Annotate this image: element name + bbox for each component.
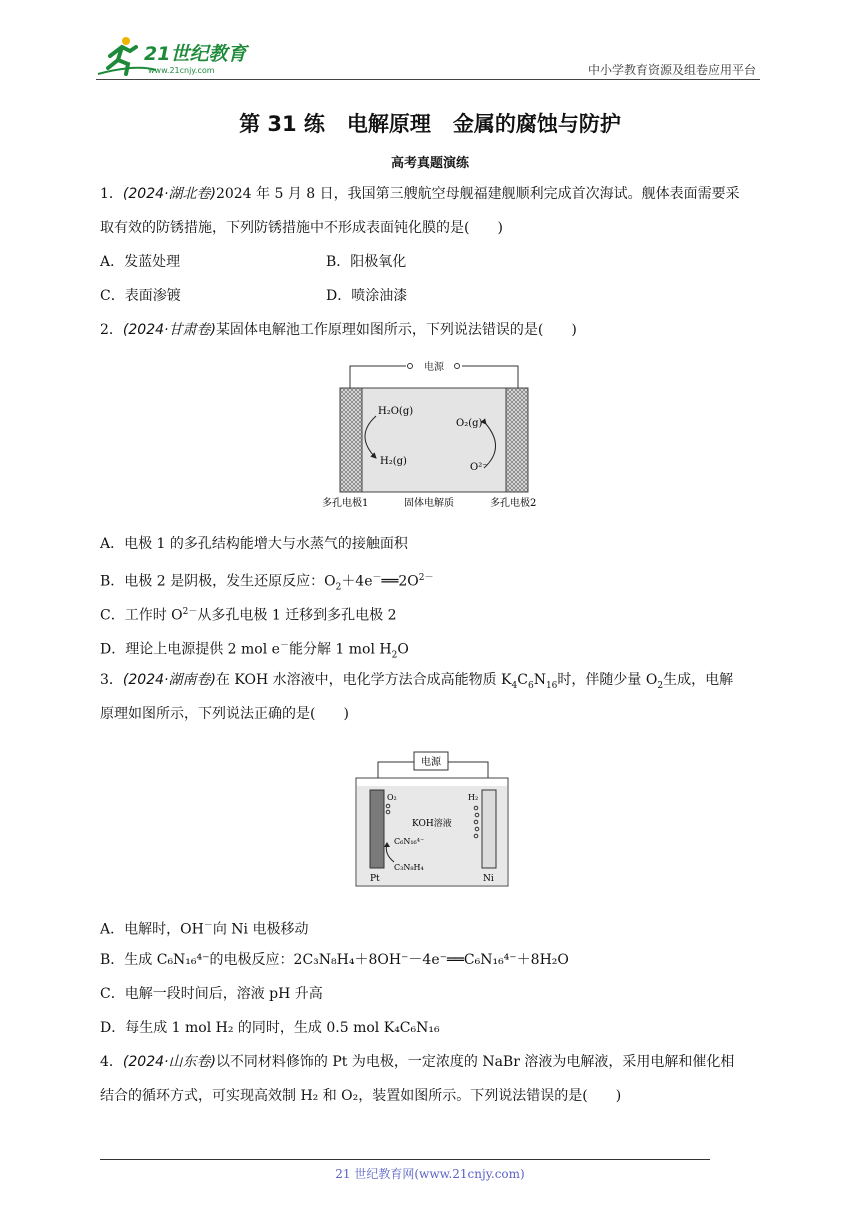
- q4-source: (2024·山东卷): [122, 1054, 216, 1070]
- q3-line-2: 原理如图所示，下列说法正确的是( ): [100, 706, 349, 722]
- q3-koh-label: KOH溶液: [412, 819, 452, 829]
- logo: [96, 34, 266, 78]
- q1-source: (2024·湖北卷): [122, 186, 216, 202]
- q1-number: 1．: [100, 186, 123, 202]
- q2-electrode-2: [506, 388, 528, 492]
- q2-power-label: 电源: [424, 362, 444, 373]
- q4-text-1: 以不同材料修饰的 Pt 为电极，一定浓度的 NaBr 溶液为电解液，采用电解和催化相: [215, 1054, 735, 1070]
- header-right-text: 中小学教育资源及组卷应用平台: [587, 63, 756, 77]
- q2-optc-pre: C．工作时 O: [100, 607, 183, 624]
- q3-option-d: D．每生成 1 mol H₂ 的同时，生成 0.5 mol K₄C₆N₁₆: [100, 1020, 440, 1036]
- q2-optc-post: 从多孔电极 1 迁移到多孔电极 2: [197, 607, 397, 624]
- q2-label-electrolyte: 固体电解质: [404, 498, 454, 509]
- footer-divider: [100, 1159, 710, 1160]
- q2-terminal-right: [455, 364, 460, 369]
- q2-number: 2．: [100, 322, 123, 338]
- q3-text-mid: 时，伴随少量 O: [557, 672, 658, 688]
- q3-diagram: [354, 748, 510, 888]
- q1-option-d: D．喷涂油漆: [326, 288, 408, 304]
- q2-option-a: A．电极 1 的多孔结构能增大与水蒸气的接触面积: [100, 536, 408, 552]
- title-part-2: 电解原理: [346, 112, 431, 136]
- q3-text-pre: 在 KOH 水溶液中，电化学方法合成高能物质 K: [215, 672, 512, 688]
- q2-label-electrode-1: 多孔电极1: [322, 498, 369, 509]
- q1-line-2: 取有效的防锈措施，下列防锈措施中不形成表面钝化膜的是( ): [100, 220, 503, 236]
- q2-electrode-1: [340, 388, 362, 492]
- q2-optd-pre: D．理论上电源提供 2 mol e: [100, 641, 280, 658]
- q2-terminal-left: [408, 364, 413, 369]
- logo-text: 21世纪教育: [144, 43, 247, 65]
- q2-optb-eq: ＋4e: [341, 573, 373, 590]
- q3-c3n8h4-label: C₃N₈H₄: [394, 863, 424, 872]
- q3-c6n16-label: C₆N₁₆⁴⁻: [394, 837, 425, 846]
- q2-text: 某固体电解池工作原理如图所示，下列说法错误的是( ): [215, 322, 577, 338]
- q4-number: 4．: [100, 1054, 123, 1070]
- q2-optd-post: 能分解 1 mol H: [288, 641, 392, 658]
- q2-o2minus-label: O²⁻: [470, 462, 488, 473]
- q2-h2o-label: H₂O(g): [378, 406, 414, 417]
- q4-line-1: [100, 1052, 734, 1072]
- q3-power-label: 电源: [421, 757, 441, 768]
- q3-ni-electrode: [482, 790, 496, 868]
- q3-pt-label: Pt: [370, 874, 380, 884]
- q3-line-1: 3．(2024·湖南卷)在 KOH 水溶液中，电化学方法合成高能物质 $K_4C_6N_{16}$时，伴随少量 $O_2$生成，电解: [100, 672, 734, 691]
- q3-opta-pre: A．电解时，OH: [100, 921, 204, 938]
- q3-pt-electrode: [370, 790, 384, 868]
- footer-link[interactable]: 21 世纪教育网(www.21cnjy.com): [335, 1167, 525, 1181]
- q2-optb-post: 2O: [398, 573, 419, 590]
- logo-url: www.21cnjy.com: [148, 66, 215, 75]
- q2-h2-label: H₂(g): [380, 456, 407, 467]
- q2-o2-label: O₂(g): [456, 418, 483, 429]
- q1-text-1: 2024 年 5 月 8 日，我国第三艘航空母舰福建舰顺利完成首次海试。舰体表面需要采: [215, 186, 740, 202]
- q4-line-2: 结合的循环方式，可实现高效制 H₂ 和 O₂，装置如图所示。下列说法错误的是( ): [100, 1088, 622, 1104]
- q3-source: (2024·湖南卷): [122, 672, 216, 688]
- q3-ni-label: Ni: [483, 874, 494, 884]
- page-title: [0, 108, 860, 138]
- q2-line-1: [100, 320, 577, 340]
- q3-h2-label: H₂: [468, 793, 479, 802]
- q3-number: 3．: [100, 672, 123, 688]
- q3-option-a: A．电解时，OH－向 Ni 电极移动: [100, 921, 309, 938]
- title-part-3: 金属的腐蚀与防护: [452, 112, 621, 136]
- q2-electrolyte: [362, 388, 506, 492]
- q3-option-c: C．电解一段时间后，溶液 pH 升高: [100, 986, 323, 1002]
- q2-option-d: D．理论上电源提供 2 mol e－能分解 1 mol $H_2O$: [100, 641, 409, 661]
- q1-option-b: B．阳极氧化: [326, 254, 407, 270]
- q2-option-b: B．电极 2 是阴极，发生还原反应：$O_2+4e^-══2O^{2-}$: [100, 573, 434, 593]
- q1-line-1: [100, 184, 740, 204]
- q2-source: (2024·甘肃卷): [122, 322, 216, 338]
- q1-option-c: C．表面渗镀: [100, 288, 181, 304]
- section-heading: 高考真题演练: [390, 156, 469, 171]
- q3-text-post: 生成，电解: [663, 672, 734, 688]
- q2-wire-left: [350, 366, 406, 388]
- q3-opta-post: 向 Ni 电极移动: [212, 921, 309, 938]
- q1-option-a: A．发蓝处理: [100, 254, 181, 270]
- q2-diagram: [318, 356, 550, 516]
- q2-option-c: C．工作时 $O^{2-}$从多孔电极 1 迁移到多孔电极 2: [100, 607, 397, 624]
- q2-wire-right: [462, 366, 518, 388]
- q2-label-electrode-2: 多孔电极2: [490, 498, 537, 509]
- title-part-1: 第 31 练: [239, 112, 325, 136]
- q3-option-b: B．生成 C₆N₁₆⁴⁻的电极反应：2C₃N₈H₄＋8OH⁻－4e⁻══C₆N₁₆⁴⁻＋8H₂O: [100, 952, 569, 968]
- header-divider: [96, 79, 760, 80]
- q3-o2-label: O₂: [387, 793, 397, 802]
- q2-optb-pre: B．电极 2 是阴极，发生还原反应：O: [100, 573, 336, 590]
